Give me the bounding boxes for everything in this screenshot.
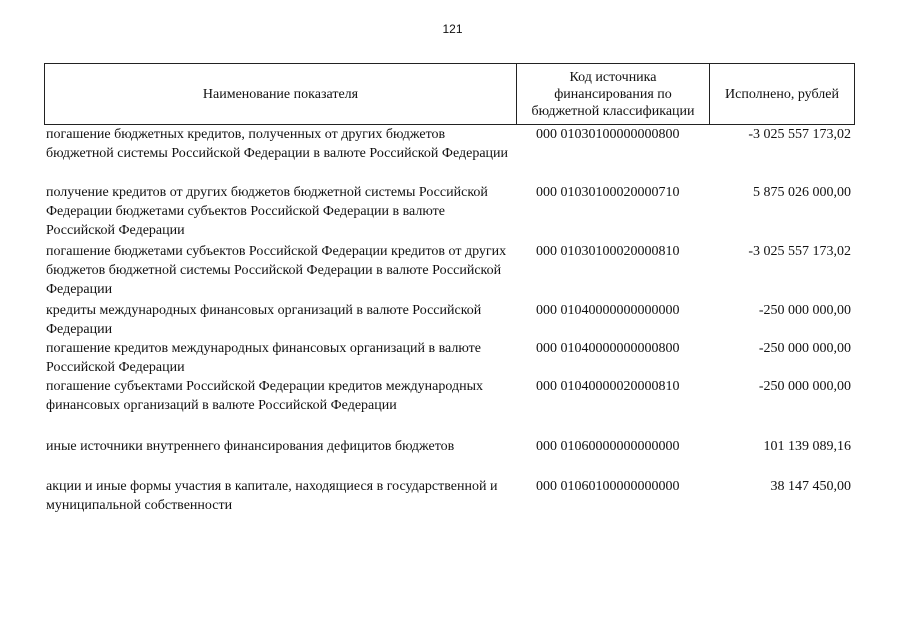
row-name: акции и иные формы участия в капитале, находящиеся в государственной и муниципальной собственности [46,479,498,513]
table-row [44,242,855,301]
row-code: 000 01040000000000800 [536,341,680,356]
table-row [44,377,855,437]
row-code: 000 01060100000000000 [536,479,680,494]
row-name: погашение бюджетами субъектов Российской Федерации кредитов от других бюджетов бюджетной системы Российской Федерации в валюте Российской Федерации [46,244,507,297]
header-name: Наименование показателя [45,64,517,124]
row-name: погашение субъектами Российской Федерации кредитов международных финансовых организаций в валюте Российской Федерации [46,379,483,413]
row-amount: -250 000 000,00 [758,303,851,318]
header-amount: Исполнено, рублей [725,86,839,102]
table-row [44,183,855,242]
row-code: 000 01060000000000000 [536,439,680,454]
row-amount: -3 025 557 173,02 [748,244,851,259]
row-code: 000 01030100000000800 [536,127,680,142]
header-code: Код источника финансирования по бюджетной классификации [517,64,710,124]
row-name: иные источники внутреннего финансирования дефицитов бюджетов [46,439,455,454]
table-row [44,339,855,377]
row-amount: -3 025 557 173,02 [748,127,851,142]
row-amount: 101 139 089,16 [763,439,851,454]
row-amount: 38 147 450,00 [770,479,851,494]
row-code: 000 01030100020000710 [536,185,680,200]
table-row [44,477,855,517]
row-name: погашение бюджетных кредитов, полученных от других бюджетов бюджетной системы Российской Федерации в валюте Российской Федерации [46,127,509,161]
row-code: 000 01040000000000000 [536,303,680,318]
page-number: 121 [442,22,463,36]
table-body [44,125,855,517]
table-row [44,437,855,477]
row-name: погашение кредитов международных финансовых организаций в валюте Российской Федерации [46,341,481,375]
row-amount: -250 000 000,00 [758,379,851,394]
table-row [44,301,855,339]
row-amount: -250 000 000,00 [758,341,851,356]
table-header [44,63,855,125]
row-name: кредиты международных финансовых организаций в валюте Российской Федерации [46,303,482,337]
row-amount: 5 875 026 000,00 [753,185,851,200]
row-name: получение кредитов от других бюджетов бюджетной системы Российской Федерации бюджетами субъектов Российской Федерации в валюте Российской Федерации [46,185,488,238]
row-code: 000 01030100020000810 [536,244,680,259]
row-code: 000 01040000020000810 [536,379,680,394]
table-row [44,125,855,183]
budget-table [44,63,855,517]
